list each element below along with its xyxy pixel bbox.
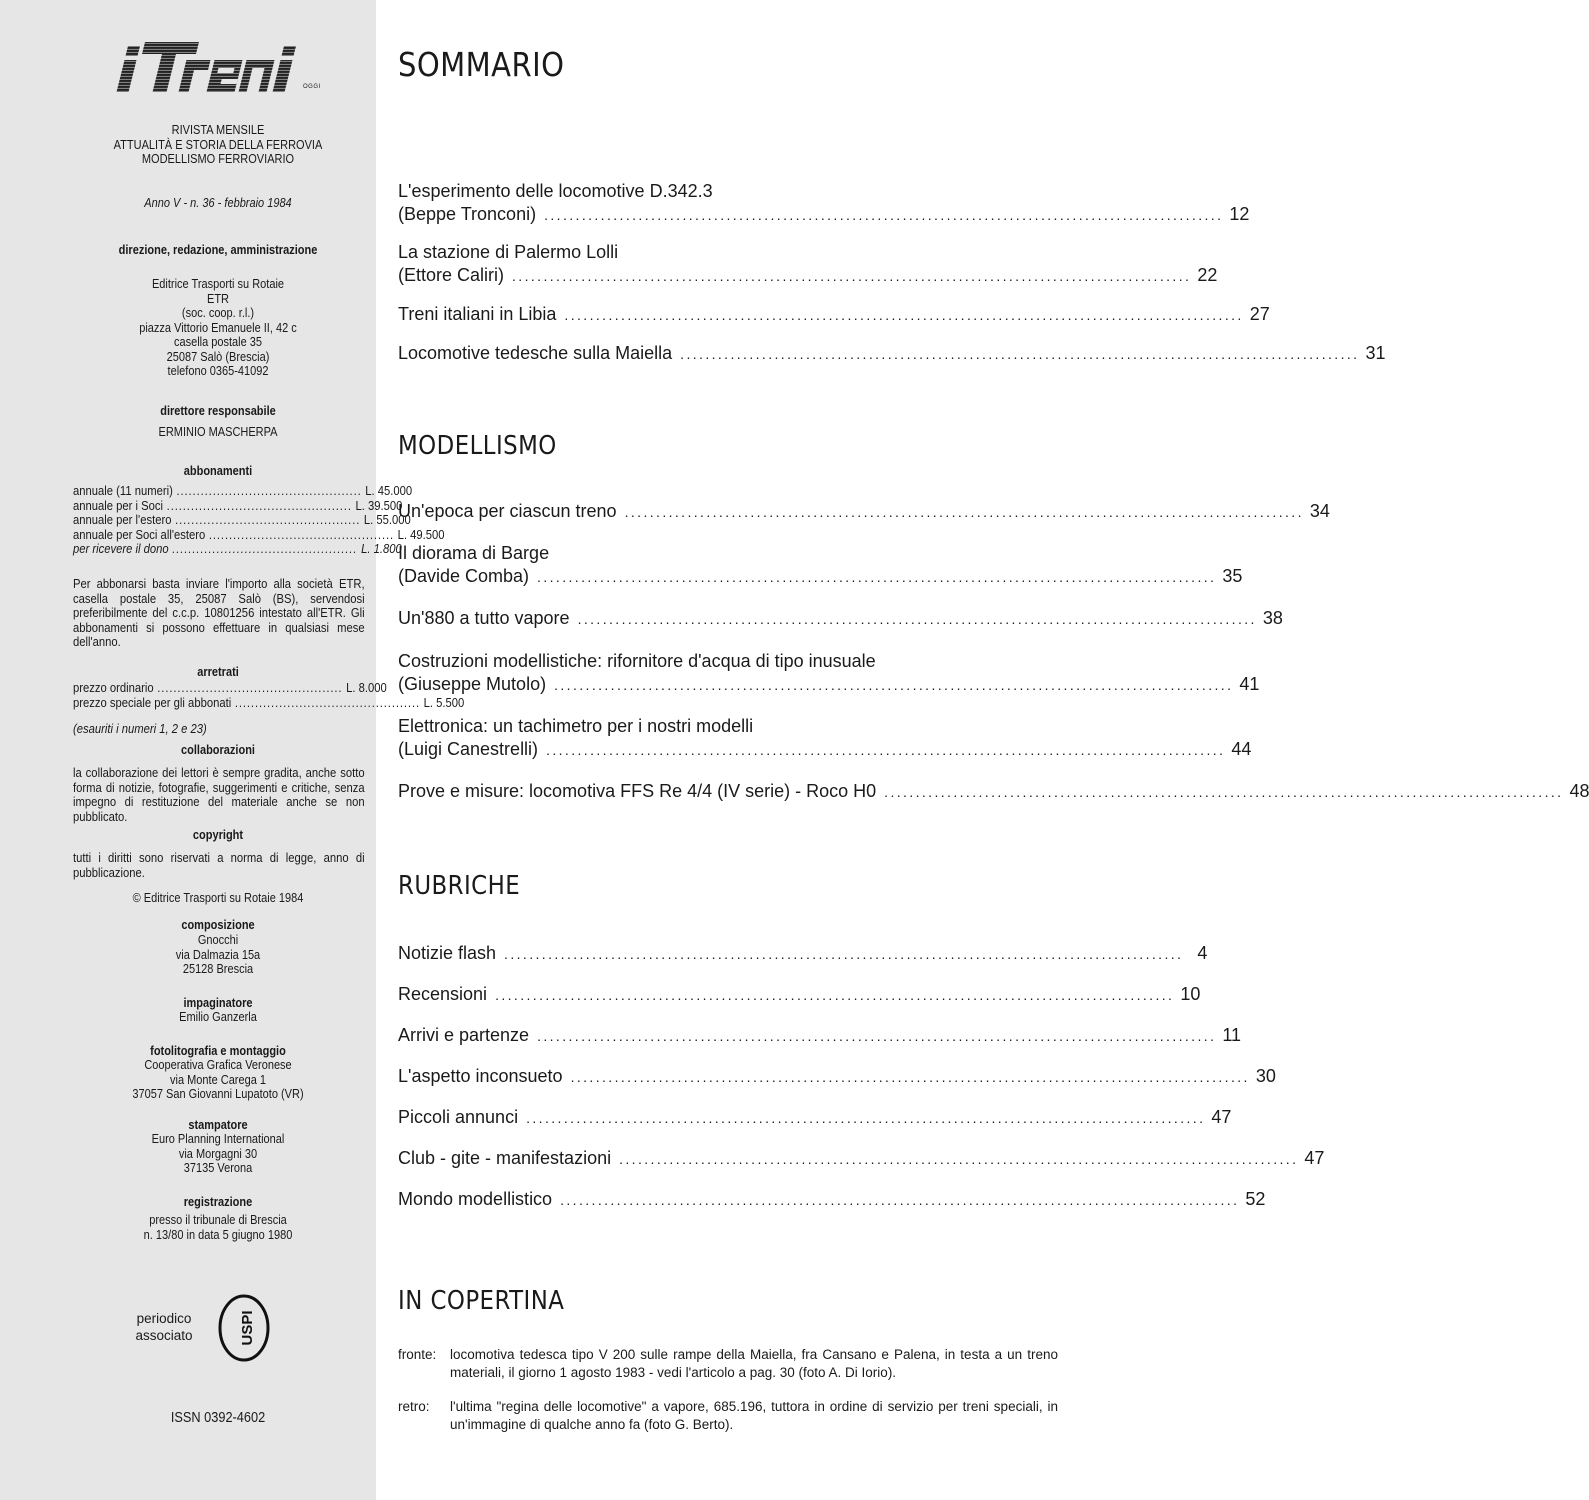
- info-line: via Morgagni 30: [178, 1146, 258, 1161]
- toc-page-number: 10: [1180, 984, 1201, 1004]
- leader-dots: ............................................................................................................: [884, 784, 1564, 800]
- info-line: Cooperativa Grafica Veronese: [144, 1058, 292, 1072]
- leader-dots: ............................................................................................................: [544, 207, 1224, 223]
- price-value: L. 5.500: [423, 695, 465, 710]
- leader-dots: ............................................................................................................: [577, 611, 1257, 627]
- price-row: [73, 542, 402, 557]
- direzione-heading: direzione, redazione, amministrazione: [118, 243, 318, 257]
- rubriche-heading: RUBRICHE: [398, 871, 521, 901]
- address-line: (soc. coop. r.l.): [181, 306, 255, 320]
- toc-entry: [398, 650, 1260, 697]
- price-label: annuale per Soci all'estero: [73, 527, 206, 542]
- modellismo-heading: MODELLISMO: [398, 431, 557, 461]
- leader-dots: ............................................................................................................: [554, 677, 1234, 693]
- toc-entry: [398, 607, 1283, 631]
- price-row: [73, 695, 465, 711]
- toc-entry-title: Recensioni: [398, 984, 488, 1004]
- leader-dots: ............................................................................................................: [512, 268, 1192, 284]
- leader-dots: ..............................................: [166, 498, 352, 513]
- toc-entry-title: (Giuseppe Mutolo): [398, 674, 547, 694]
- toc-entry-title: Prove e misure: locomotiva FFS Re 4/4 (IV serie) - Roco H0: [398, 781, 877, 801]
- toc-page-number: 48: [1569, 781, 1589, 801]
- price-label: annuale (11 numeri): [73, 484, 173, 498]
- toc-entry: [398, 983, 1201, 1007]
- uspi-logo: [216, 1292, 272, 1364]
- toc-page-number: 12: [1229, 204, 1250, 224]
- leader-dots: ............................................................................................................: [570, 1069, 1250, 1085]
- stampatore-heading: stampatore: [188, 1118, 248, 1132]
- toc-entry: [398, 342, 1386, 366]
- toc-page-number: 34: [1309, 501, 1330, 521]
- toc-page-number: 22: [1197, 265, 1218, 285]
- info-line: 25128 Brescia: [182, 962, 254, 976]
- info-line: 37135 Verona: [183, 1161, 253, 1175]
- address-line: telefono 0365-41092: [167, 364, 269, 378]
- toc-entry-title: Piccoli annunci: [398, 1107, 519, 1127]
- toc-entry-line: L'esperimento delle locomotive D.342.3: [398, 181, 713, 201]
- toc-page-number: 4: [1197, 943, 1208, 963]
- rivista-line: MODELLISMO FERROVIARIO: [141, 152, 295, 166]
- toc-entry: [398, 500, 1330, 524]
- address-line: ETR: [207, 291, 229, 306]
- toc-entry-title: (Beppe Tronconi): [398, 204, 537, 224]
- price-value: L. 45.000: [365, 484, 413, 498]
- leader-dots: ............................................................................................................: [564, 307, 1244, 323]
- logo-graphic: [110, 38, 310, 94]
- price-value: L. 39.500: [355, 498, 403, 513]
- uspi-seal-icon: [216, 1292, 272, 1364]
- svg-text:USPI: USPI: [239, 1310, 256, 1346]
- toc-entry-title: Un'880 a tutto vapore: [398, 608, 570, 628]
- price-row: [73, 681, 387, 696]
- toc-page-number: 47: [1211, 1107, 1232, 1127]
- toc-entry: [398, 1024, 1242, 1048]
- leader-dots: ..............................................: [172, 542, 358, 556]
- leader-dots: ..............................................: [157, 681, 343, 695]
- toc-entry-line: La stazione di Palermo Lolli: [398, 242, 619, 262]
- toc-entry: [398, 241, 1218, 288]
- toc-entry: [398, 1106, 1232, 1130]
- leader-dots: ............................................................................................................: [504, 946, 1184, 962]
- toc-entry: [398, 542, 1243, 589]
- copertina-text: locomotiva tedesca tipo V 200 sulle rampe della Maiella, fra Cansano e Palena, in testa a un treno materiali, il giorno 1 agosto 1983 - vedi l'articolo a pag. 30 (foto A. Di Iorio).: [450, 1347, 1058, 1380]
- abbonamenti-list: [73, 484, 445, 557]
- impaginatore-heading: impaginatore: [183, 996, 253, 1010]
- abbonamenti-heading: abbonamenti: [183, 464, 253, 478]
- fotolito-info: [90, 1058, 347, 1102]
- collaborazioni-heading: collaborazioni: [181, 743, 255, 757]
- toc-entry: [398, 1065, 1276, 1089]
- leader-dots: ............................................................................................................: [619, 1151, 1299, 1167]
- leader-dots: ............................................................................................................: [526, 1110, 1206, 1126]
- price-label: prezzo speciale per gli abbonati: [73, 695, 232, 710]
- copertina-fronte: [398, 1346, 1058, 1382]
- collaborazioni-text: la collaborazione dei lettori è sempre gradita, anche sotto forma di notizie, fotografie, suggerimenti e critiche, senza impegno di restituzione del materiale anche se non pubblicato.: [73, 766, 365, 824]
- price-label: prezzo ordinario: [73, 681, 154, 695]
- toc-entry: [398, 1188, 1266, 1212]
- toc-entry-title: Club - gite - manifestazioni: [398, 1148, 612, 1168]
- toc-page-number: 38: [1262, 608, 1283, 628]
- toc-entry-title: (Luigi Canestrelli): [398, 739, 539, 759]
- toc-entry: [398, 1147, 1325, 1171]
- toc-entry: [398, 715, 1252, 762]
- copyright-text: tutti i diritti sono riservati a norma di legge, anno di pubblicazione.: [73, 851, 365, 880]
- info-line: via Monte Carega 1: [169, 1072, 267, 1087]
- info-line: via Dalmazia 15a: [175, 947, 261, 962]
- toc-page-number: 11: [1222, 1025, 1242, 1045]
- registrazione-heading: registrazione: [183, 1195, 253, 1209]
- info-line: Gnocchi: [197, 933, 239, 947]
- direttore-heading: direttore responsabile: [160, 404, 276, 418]
- toc-entry-title: Mondo modellistico: [398, 1189, 553, 1209]
- logo-oggi: OGGI: [303, 84, 321, 90]
- info-line: 37057 San Giovanni Lupatoto (VR): [132, 1087, 304, 1101]
- direttore-name: ERMINIO MASCHERPA: [158, 425, 278, 439]
- toc-entry: [398, 180, 1250, 227]
- toc-entry-title: Notizie flash: [398, 943, 497, 963]
- toc-page-number: 30: [1255, 1066, 1276, 1086]
- price-row: [73, 484, 413, 499]
- toc-entry-title: (Ettore Caliri): [398, 265, 505, 285]
- price-row: [73, 498, 403, 514]
- toc-entry-line: Il diorama di Barge: [398, 543, 550, 563]
- toc-page-number: 31: [1365, 343, 1386, 363]
- info-line: presso il tribunale di Brescia: [149, 1213, 287, 1227]
- registrazione-info: [90, 1213, 347, 1242]
- leader-dots: ............................................................................................................: [537, 1028, 1217, 1044]
- periodico-line: periodico: [136, 1311, 192, 1326]
- toc-entry-title: Treni italiani in Libia: [398, 304, 557, 324]
- toc-entry-title: Arrivi e partenze: [398, 1025, 530, 1045]
- price-value: L. 49.500: [397, 527, 445, 542]
- arretrati-list: [73, 681, 465, 710]
- price-row: [73, 527, 445, 543]
- toc-page-number: 44: [1231, 739, 1252, 759]
- arretrati-heading: arretrati: [197, 665, 239, 679]
- abbonamenti-text: Per abbonarsi basta inviare l'importo alla società ETR, casella postale 35, 25087 Salò (BS), servendosi preferibilmente del c.c.p. 10801256 intestato all'ETR. Gli abbonamenti si possono effettuare in qualsiasi mese dell'anno.: [73, 577, 365, 649]
- toc-entry: [398, 780, 1589, 804]
- rivista-line: ATTUALITÀ E STORIA DELLA FERROVIA: [113, 137, 323, 152]
- composizione-info: [90, 933, 347, 977]
- leader-dots: ..............................................: [234, 695, 421, 710]
- sommario-heading: SOMMARIO: [398, 45, 565, 84]
- esauriti-note: (esauriti i numeri 1, 2 e 23): [73, 722, 207, 736]
- toc-entry-title: (Davide Comba): [398, 566, 530, 586]
- price-label: per ricevere il dono: [73, 542, 169, 556]
- periodico-associato: [126, 1310, 202, 1344]
- toc-entry-line: Costruzioni modellistiche: rifornitore d'acqua di tipo inusuale: [398, 651, 876, 671]
- copyright-line: © Editrice Trasporti su Rotaie 1984: [132, 891, 304, 905]
- toc-entry-title: Un'epoca per ciascun treno: [398, 501, 617, 521]
- fotolito-heading: fotolitografia e montaggio: [150, 1044, 286, 1058]
- leader-dots: ............................................................................................................: [537, 569, 1217, 585]
- toc-entry-title: Locomotive tedesche sulla Maiella: [398, 343, 673, 363]
- issue-info: Anno V - n. 36 - febbraio 1984: [144, 196, 292, 210]
- toc-entry-title: L'aspetto inconsueto: [398, 1066, 563, 1086]
- address-line: casella postale 35: [173, 335, 263, 349]
- rivista-description: [90, 123, 347, 167]
- leader-dots: ..............................................: [208, 527, 395, 542]
- rivista-line: RIVISTA MENSILE: [171, 123, 265, 137]
- copyright-heading: copyright: [192, 828, 244, 842]
- leader-dots: ............................................................................................................: [624, 504, 1304, 520]
- price-value: L. 8.000: [346, 681, 387, 695]
- composizione-heading: composizione: [181, 918, 255, 932]
- svg-text:iTreni: iTreni: [110, 38, 113, 39]
- address-line: piazza Vittorio Emanuele II, 42 c: [139, 320, 297, 335]
- periodico-line: associato: [135, 1328, 193, 1343]
- price-value: L. 55.000: [363, 513, 411, 527]
- leader-dots: ............................................................................................................: [495, 987, 1175, 1003]
- i-treni-logo: [110, 38, 320, 98]
- price-label: annuale per l'estero: [73, 513, 172, 527]
- copertina-heading: IN COPERTINA: [398, 1286, 565, 1316]
- toc-page-number: 35: [1222, 566, 1243, 586]
- leader-dots: ............................................................................................................: [680, 346, 1360, 362]
- address-line: Editrice Trasporti su Rotaie: [151, 277, 285, 291]
- impaginatore-name: Emilio Ganzerla: [179, 1010, 257, 1024]
- copertina-label: fronte:: [398, 1347, 437, 1362]
- price-label: annuale per i Soci: [73, 498, 164, 513]
- copertina-text: l'ultima "regina delle locomotive" a vapore, 685.196, tuttora in ordine di servizio per treni speciali, in un'immagine di qualche anno fa (foto G. Berto).: [450, 1399, 1058, 1432]
- leader-dots: ............................................................................................................: [560, 1192, 1240, 1208]
- leader-dots: ............................................................................................................: [546, 742, 1226, 758]
- info-line: Euro Planning International: [151, 1132, 285, 1146]
- price-row: [73, 513, 411, 528]
- editrice-address: [90, 277, 347, 379]
- address-line: 25087 Salò (Brescia): [166, 349, 270, 364]
- issn: ISSN 0392-4602: [170, 1410, 266, 1426]
- info-line: n. 13/80 in data 5 giugno 1980: [143, 1227, 293, 1242]
- toc-entry: [398, 942, 1208, 966]
- stampatore-info: [90, 1132, 347, 1176]
- leader-dots: ..............................................: [175, 513, 361, 527]
- toc-page-number: 47: [1304, 1148, 1325, 1168]
- toc-entry-line: Elettronica: un tachimetro per i nostri modelli: [398, 716, 754, 736]
- toc-page-number: 27: [1249, 304, 1270, 324]
- toc-page-number: 52: [1245, 1189, 1266, 1209]
- toc-entry: [398, 303, 1270, 327]
- leader-dots: ..............................................: [176, 484, 362, 498]
- copertina-label: retro:: [398, 1399, 430, 1414]
- price-value: L. 1.800: [361, 542, 402, 556]
- toc-page-number: 41: [1239, 674, 1260, 694]
- copertina-retro: [398, 1398, 1058, 1434]
